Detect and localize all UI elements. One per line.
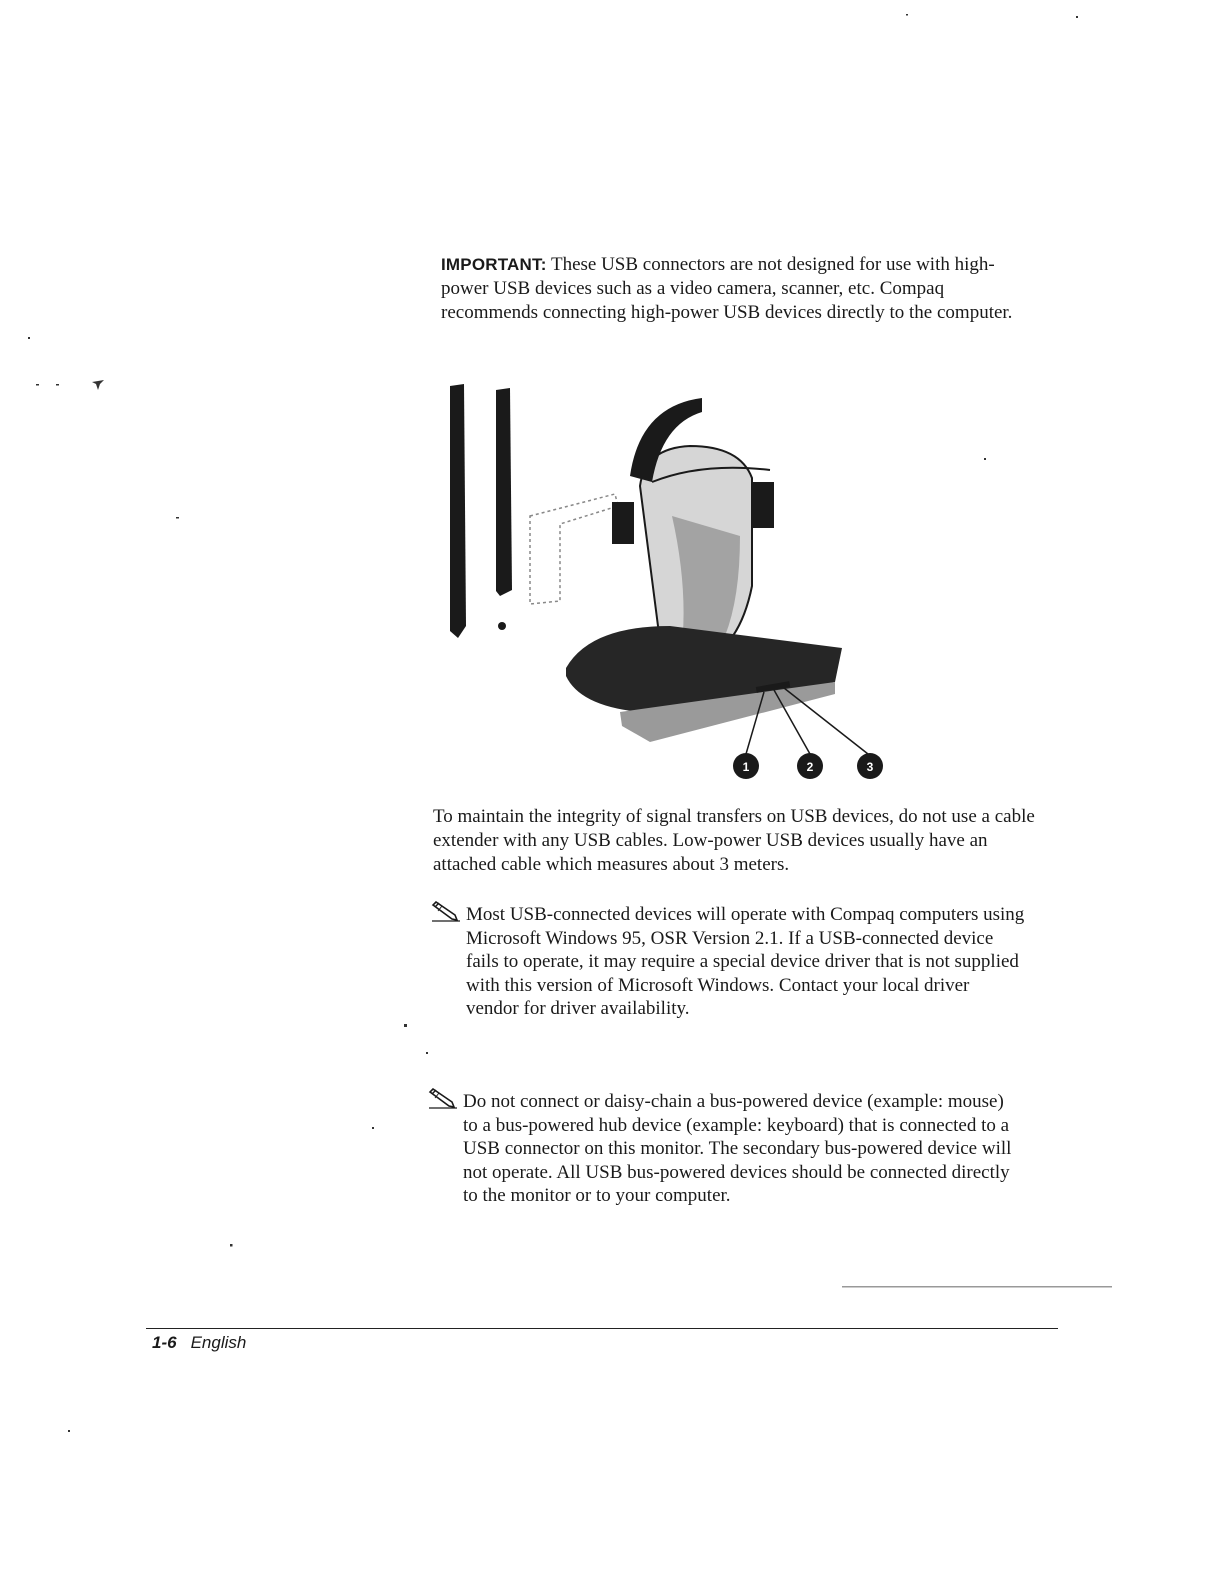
important-notice: [441, 253, 1021, 325]
note-windows-95-text: Most USB-connected devices will operate with Compaq computers using Microsoft Windows 95, OSR Version 2.1. If a USB-connected device fails to operate, it may require a special device driver that is not supplied with this version of Microsoft Windows. Contact your local driver vendor for driver availability.: [466, 904, 1025, 1019]
callout-2: [797, 753, 823, 779]
callout-1: [733, 753, 759, 779]
monitor-bezel-outer: [450, 384, 466, 638]
svg-text:3: 3: [866, 760, 874, 774]
pencil-note-icon: [427, 1088, 459, 1110]
note-bus-powered-text: Do not connect or daisy-chain a bus-powered device (example: mouse) to a bus-powered hub device (example: keyboard) that is connected to a USB connector on this monitor. The secondary bus-powered device will not operate. All USB bus-powered devices should be connected directly to the monitor or to your computer.: [463, 1091, 1012, 1206]
footer-language: English: [190, 1333, 247, 1352]
callout-3: [857, 753, 883, 779]
note-bus-powered: [463, 1090, 1023, 1208]
monitor-bezel-inner: [496, 388, 512, 596]
important-text: These USB connectors are not designed for use with high-power USB devices such as a video camera, scanner, etc. Compaq recommends connecting high-power USB devices directly to the computer.: [441, 254, 1013, 323]
monitor-screw: [498, 622, 506, 630]
callout-leader-3: [784, 688, 868, 754]
svg-text:2: 2: [806, 760, 814, 774]
page-number: 1-6: [152, 1333, 177, 1352]
pencil-note-icon: [430, 901, 462, 923]
important-label: IMPORTANT:: [441, 255, 547, 274]
svg-text:1: 1: [742, 760, 750, 774]
monitor-base-illustration: [440, 376, 900, 786]
footer-rule: [146, 1328, 1058, 1329]
monitor-usb-figure: [440, 376, 900, 786]
page-footer: [152, 1333, 246, 1353]
arm-clamp-left: [612, 502, 634, 544]
note-windows-95: [466, 903, 1026, 1021]
monitor-arm: [530, 494, 618, 604]
usb-cable-paragraph: To maintain the integrity of signal transfers on USB devices, do not use a cable extender with any USB cables. Low-power USB devices usually have an attached cable which measures about 3 meters.: [433, 806, 1035, 875]
